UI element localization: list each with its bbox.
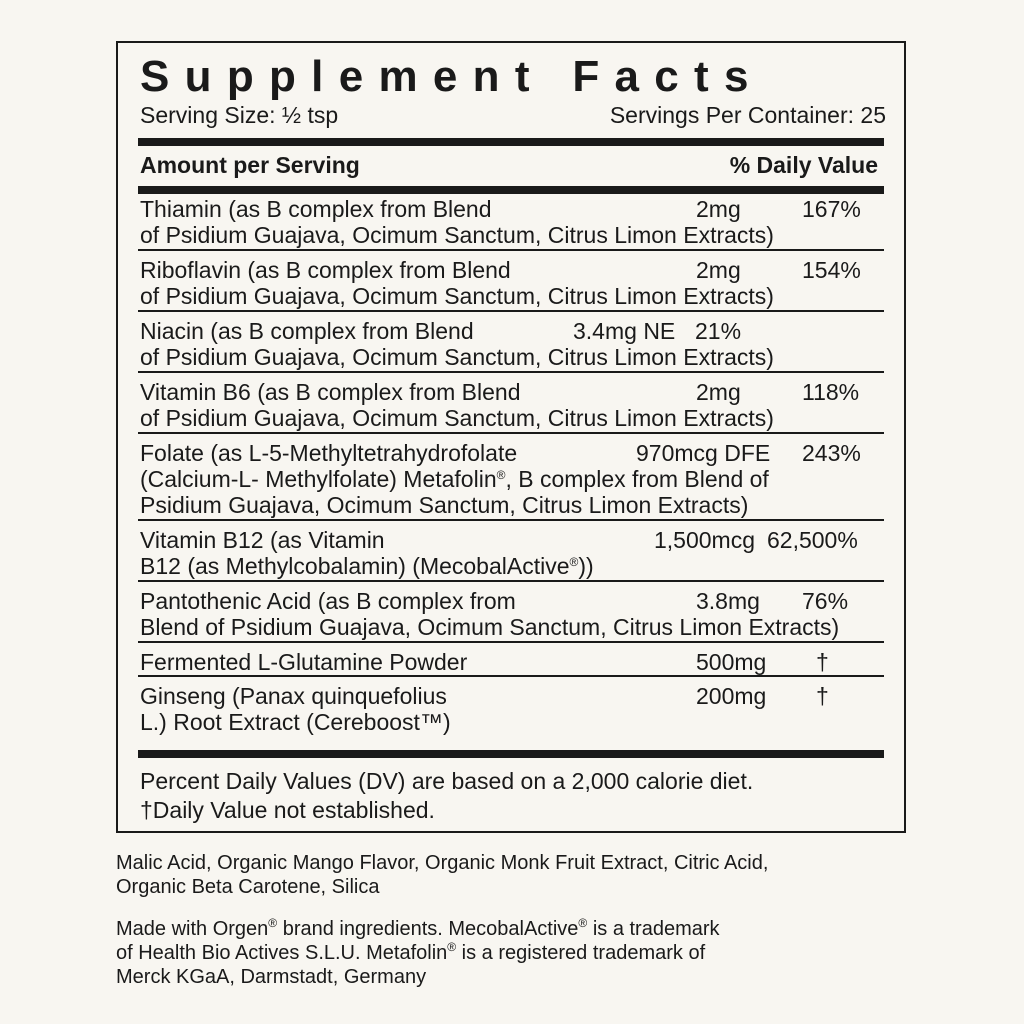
nutrient-name-text: of Psidium Guajava, Ocimum Sanctum, Citrus Limon Extracts): [140, 283, 774, 309]
nutrient-line: [140, 614, 886, 640]
nutrient-name-text: Ginseng (Panax quinquefolius: [140, 683, 447, 709]
nutrient-line: [140, 196, 886, 222]
nutrient-line: [140, 683, 886, 709]
nutrient-row: [140, 196, 886, 248]
nutrient-line: [140, 709, 886, 735]
nutrient-daily-value: 118%: [802, 379, 860, 405]
nutrient-amount: 1,500mcg: [654, 527, 756, 553]
nutrient-line: [140, 588, 886, 614]
nutrient-name-text: of Psidium Guajava, Ocimum Sanctum, Citrus Limon Extracts): [140, 344, 774, 370]
nutrient-line: [140, 318, 886, 344]
nutrient-line: [140, 649, 886, 675]
dv-footnote: Percent Daily Values (DV) are based on a 2,000 calorie diet.: [140, 768, 754, 794]
nutrient-line: [140, 553, 886, 579]
nutrient-line: [140, 257, 886, 283]
nutrient-amount: 2mg: [696, 379, 741, 405]
trademark-line: of Health Bio Actives S.L.U. Metafolin® is a registered trademark of: [116, 940, 706, 964]
serving-size: Serving Size: ½ tsp: [140, 102, 339, 128]
nutrient-row: [140, 257, 886, 309]
nutrient-daily-value: 62,500%: [767, 527, 858, 553]
other-ingredients-line: Malic Acid, Organic Mango Flavor, Organic Monk Fruit Extract, Citric Acid,: [116, 852, 769, 874]
nutrient-name-text: Niacin (as B complex from Blend: [140, 318, 474, 344]
divider-thin: [138, 371, 884, 373]
divider-thin: [138, 675, 884, 677]
nutrient-line: [140, 527, 886, 553]
nutrient-daily-value: 243%: [802, 440, 861, 466]
nutrient-row: [140, 379, 886, 431]
panel-title: Supplement Facts: [140, 52, 764, 101]
nutrient-name-text: Vitamin B12 (as Vitamin: [140, 527, 385, 553]
divider-thin: [138, 432, 884, 434]
divider-thin: [138, 519, 884, 521]
nutrient-daily-value: †: [816, 683, 829, 709]
nutrient-amount: 500mg: [696, 649, 767, 675]
divider-thin: [138, 580, 884, 582]
nutrient-amount: 3.8mg: [696, 588, 760, 614]
nutrient-line: [140, 283, 886, 309]
nutrient-amount: 3.4mg NE: [573, 318, 676, 344]
divider-thick: [138, 186, 884, 194]
nutrient-daily-value: 21%: [695, 318, 742, 344]
nutrient-name-text: (Calcium-L- Methylfolate) Metafolin®, B complex from Blend of: [140, 466, 769, 492]
nutrient-name-text: L.) Root Extract (Cereboost™): [140, 709, 451, 735]
nutrient-line: [140, 222, 886, 248]
nutrient-daily-value: 167%: [802, 196, 861, 222]
nutrient-row: [140, 649, 886, 675]
divider-thin: [138, 310, 884, 312]
nutrient-amount: 200mg: [696, 683, 767, 709]
nutrient-name-text: of Psidium Guajava, Ocimum Sanctum, Citrus Limon Extracts): [140, 222, 774, 248]
nutrient-row: [140, 440, 886, 518]
nutrient-name-text: of Psidium Guajava, Ocimum Sanctum, Citrus Limon Extracts): [140, 405, 774, 431]
nutrient-line: [140, 379, 886, 405]
nutrient-line: [140, 344, 886, 370]
servings-per-container: Servings Per Container: 25: [609, 102, 886, 128]
other-ingredients: [116, 851, 768, 899]
nutrient-name-text: Pantothenic Acid (as B complex from: [140, 588, 516, 614]
divider-thin: [138, 641, 884, 643]
nutrient-row: [140, 318, 886, 370]
amount-per-serving-header: Amount per Serving: [140, 152, 360, 178]
nutrient-name-text: Thiamin (as B complex from Blend: [140, 196, 492, 222]
nutrient-amount: 2mg: [696, 257, 741, 283]
nutrient-name-text: Psidium Guajava, Ocimum Sanctum, Citrus Limon Extracts): [140, 492, 749, 518]
supplement-facts-panel: [116, 41, 906, 833]
nutrient-daily-value: 154%: [802, 257, 861, 283]
nutrient-row: [140, 683, 886, 735]
trademark-line: Merck KGaA, Darmstadt, Germany: [116, 966, 427, 988]
nutrient-name-text: B12 (as Methylcobalamin) (MecobalActive®)): [140, 553, 594, 579]
divider-thick: [138, 750, 884, 758]
daily-value-header: % Daily Value: [729, 152, 878, 178]
nutrient-name-text: Vitamin B6 (as B complex from Blend: [140, 379, 521, 405]
nutrient-name-text: Riboflavin (as B complex from Blend: [140, 257, 511, 283]
nutrient-name-text: Blend of Psidium Guajava, Ocimum Sanctum, Citrus Limon Extracts): [140, 614, 840, 640]
nutrient-name-text: Folate (as L-5-Methyltetrahydrofolate: [140, 440, 518, 466]
nutrient-line: [140, 466, 886, 492]
dagger-footnote: †Daily Value not established.: [140, 797, 435, 823]
nutrient-line: [140, 492, 886, 518]
nutrient-line: [140, 405, 886, 431]
nutrient-name-text: Fermented L-Glutamine Powder: [140, 649, 468, 675]
trademark-line: Made with Orgen® brand ingredients. MecobalActive® is a trademark: [116, 916, 720, 940]
divider-thin: [138, 249, 884, 251]
other-ingredients-line: Organic Beta Carotene, Silica: [116, 876, 380, 898]
nutrient-line: [140, 440, 886, 466]
trademark-notice: [116, 917, 720, 989]
divider-thick: [138, 138, 884, 146]
nutrient-row: [140, 527, 886, 579]
nutrient-amount: 2mg: [696, 196, 741, 222]
nutrient-daily-value: 76%: [802, 588, 849, 614]
nutrient-amount: 970mcg DFE: [636, 440, 771, 466]
nutrient-row: [140, 588, 886, 640]
nutrient-daily-value: †: [816, 649, 829, 675]
